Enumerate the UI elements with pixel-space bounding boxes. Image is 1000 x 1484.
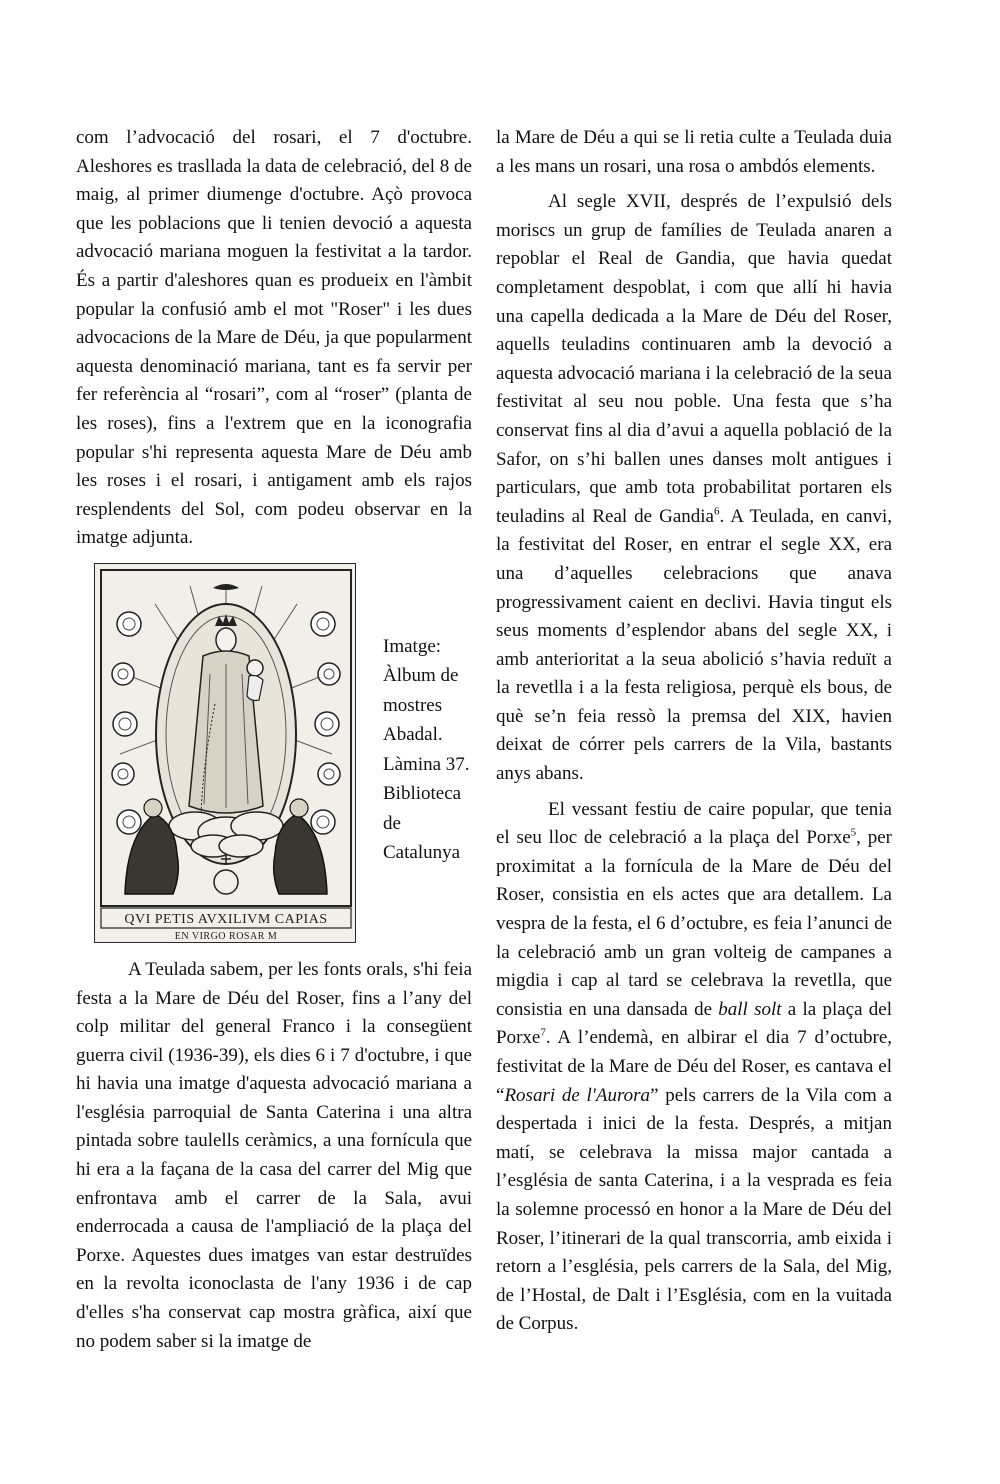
footnote-marker: 7 xyxy=(540,1027,546,1040)
footnote-marker: 5 xyxy=(850,826,857,839)
text-run: a la plaça del Porxe xyxy=(496,998,892,1049)
right-paragraph-1: la Mare de Déu a qui se li retia culte a Teulada duia a les mans un rosari, una rosa o ambdós elements. xyxy=(496,127,892,177)
figure-caption: Imatge: Àlbum de mostres Abadal. Làmina 37. Biblioteca de Catalunya xyxy=(383,635,470,864)
right-paragraph-2 xyxy=(496,188,892,788)
italic-term: ball solt xyxy=(718,998,782,1020)
italic-term: Rosari de l'Aurora xyxy=(504,1084,651,1106)
right-paragraph-3 xyxy=(496,796,892,1339)
banner-line-1: QVI PETIS AVXILIVM CAPIAS xyxy=(124,911,328,927)
banner-line-2: EN VIRGO ROSAR M xyxy=(174,930,278,942)
left-paragraph-1: com l’advocació del rosari, el 7 d'octubre. Aleshores es trasllada la data de celebració, del 8 de maig, al primer diumenge d'octubre. Açò provoca que les poblacions que li tenien devoció a aquesta advocació mariana moguen la festivitat a la tardor. És a partir d'aleshores quan es produeix en l'àmbit popular la confusió amb el mot "Roser" i les dues advocacions de la Mare de Déu, ja que popularment aquesta denominació mariana, tant es fa servir per fer referència al “rosari”, com al “roser” (planta de les roses), fins a l'extrem que en la iconografia popular s'hi representa aquesta Mare de Déu amb les roses i el rosari, i antigament amb els rajos resplendents del Sol, com podeu observar en la imatge adjunta. xyxy=(76,127,472,549)
text-run: . A Teulada, en canvi, la festivitat del Roser, en entrar el segle XX, era una d’aquelles celebracions que anava progressivament caient en declivi. Havia tingut els seus moments d’esplendor abans del segle XX, i amb anterioritat a la seua abolició s’havia reduït a la revetlla i a la festa religiosa, perquè els bous, de què se’n feia ressò la premsa del XIX, havien deixat de córrer pels carrers de la Vila, bastants anys abans. xyxy=(496,505,892,785)
text-run: , per proximitat a la fornícula de la Mare de Déu del Roser, consistia en els actes que ara detallem. La vespra de la festa, el 6 d’octubre, es feia l’anunci de la celebració amb un gran volteig de campanes a migdia i cap al tard se celebrava la revetlla, que consistia en una dansada de xyxy=(496,827,893,1020)
text-run: . A l’endemà, en albirar el dia 7 d’octubre, festivitat de la Mare de Déu del Roser, es cantava el “ xyxy=(496,1027,892,1106)
text-run: Al segle XVII, després de l’expulsió dels moriscs un grup de famílies de Teulada anaren a repoblar el Real de Gandia, que havia quedat completament despoblat, i com que allí hi havia una capella dedicada a la Mare de Déu del Roser, aquells teuladins continuaren amb la devoció a aquesta advocació mariana i la celebració de la seua festivitat al seu nou poble. Una festa que s’ha conservat fins al dia d’avui a aquella població de la Safor, on s’hi ballen unes danses molt antigues i particulars, que amb tota probabilitat portaren els teuladins al Real de Gandia xyxy=(496,191,892,527)
left-column xyxy=(76,124,472,1356)
virgin-rosary-engraving xyxy=(94,563,356,943)
figure xyxy=(76,563,472,948)
text-run: El vessant festiu de caire popular, que tenia el seu lloc de celebració a la plaça del Porxe xyxy=(496,798,892,849)
right-column xyxy=(496,124,892,1339)
text-run: ” pels carrers de la Vila com a despertada i inici de la festa. Després, a mitjan matí, se celebrava la missa major cantada a l’església de santa Caterina, i a la vesprada es feia la solemne processó en honor a la Mare de Déu del Roser, l’itinerari de la qual transcorria, amb eixida i retorn a l’església, pels carrers de la Sala, del Mig, de l’Hostal, de Dalt i l’Església, com en la vuitada de Corpus. xyxy=(496,1084,892,1335)
footnote-marker: 6 xyxy=(713,505,720,518)
left-paragraph-2: A Teulada sabem, per les fonts orals, s'hi feia festa a la Mare de Déu del Roser, fins a l’any del colp militar del general Franco i la consegüent guerra civil (1936-39), els dies 6 i 7 d'octubre, i que hi havia una imatge d'aquesta advocació mariana a l'església parroquial de Santa Caterina i una altra pintada sobre taulells ceràmics, a una fornícula que hi era a la façana de la casa del carrer del Mig que enfrontava amb el carrer de la Sala, avui enderrocada a causa de l'ampliació de la plaça del Porxe. Aquestes dues imatges van estar destruïdes en la revolta iconoclasta de l'any 1936 i de cap d'elles s'ha conservat cap mostra gràfica, així que no podem saber si la imatge de xyxy=(76,958,472,1352)
